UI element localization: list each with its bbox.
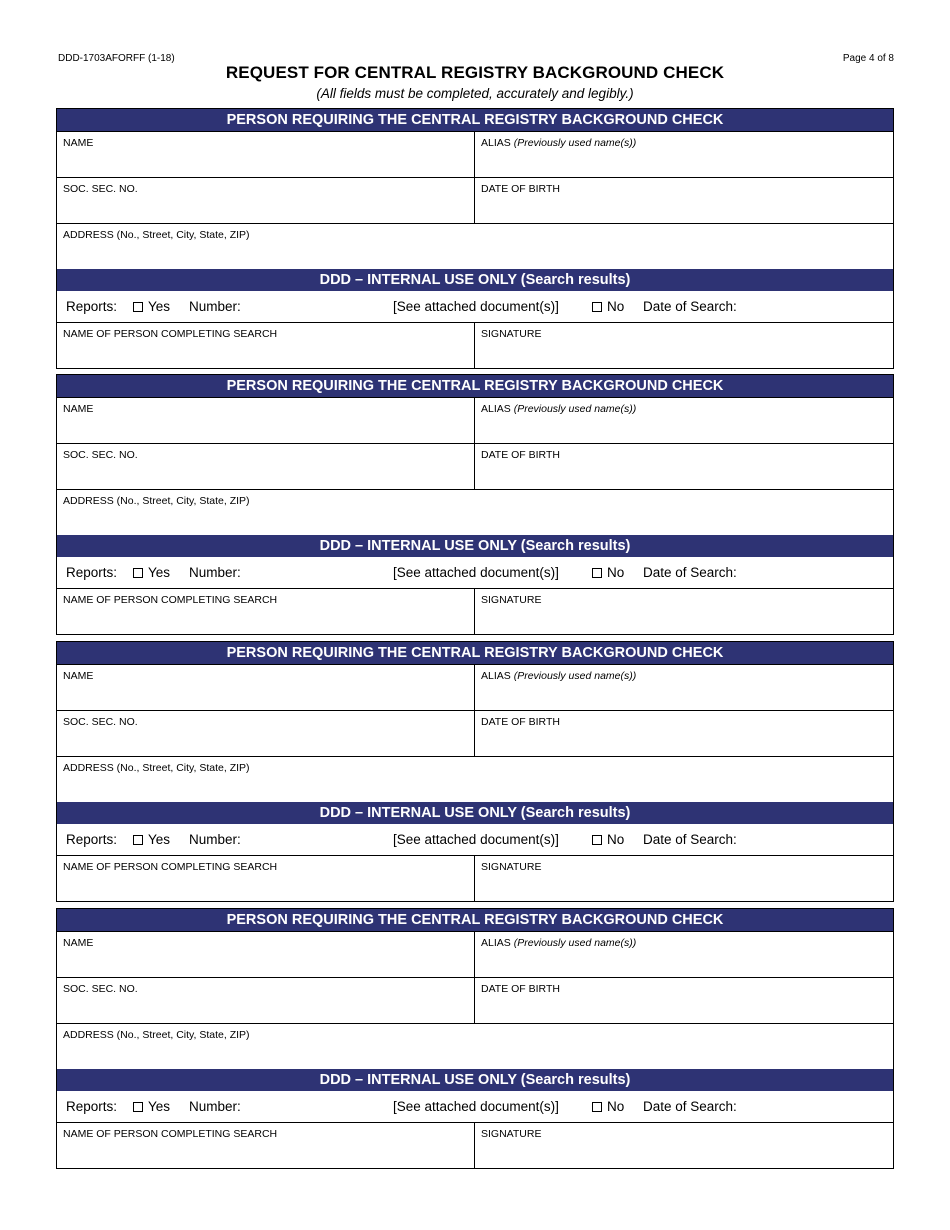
number-label: Number: [189,299,241,314]
internal-section-header: DDD – INTERNAL USE ONLY (Search results) [57,535,893,557]
name-field[interactable] [57,132,475,177]
reports-label: Reports: [66,565,118,580]
no-checkbox[interactable] [592,1102,602,1112]
no-label: No [607,299,625,314]
dob-field[interactable] [475,978,893,1023]
ssn-label: SOC. SEC. NO. [63,983,138,995]
date-of-search-label: Date of Search: [643,565,737,580]
reports-label: Reports: [66,832,118,847]
name-field[interactable] [57,665,475,710]
name-field[interactable] [57,932,475,977]
internal-section-header: DDD – INTERNAL USE ONLY (Search results) [57,802,893,824]
attached-documents-label: [See attached document(s)] [393,565,559,580]
name-label: NAME [63,670,94,682]
signature-label: SIGNATURE [481,594,542,606]
alias-label: ALIAS [481,403,511,415]
yes-label: Yes [148,565,171,580]
signature-label: SIGNATURE [481,328,542,340]
signature-field[interactable] [475,323,893,368]
reports-label: Reports: [66,299,118,314]
completer-name-field[interactable] [57,323,475,368]
address-label: ADDRESS (No., Street, City, State, ZIP) [63,1029,250,1041]
no-checkbox[interactable] [592,302,602,312]
dob-label: DATE OF BIRTH [481,983,560,995]
completer-label: NAME OF PERSON COMPLETING SEARCH [63,594,278,606]
completer-name-field[interactable] [57,856,475,901]
no-checkbox[interactable] [592,568,602,578]
alias-field[interactable] [475,665,893,710]
yes-checkbox[interactable] [133,1102,143,1112]
address-field[interactable] [57,224,893,269]
completer-name-field[interactable] [57,1123,475,1168]
signature-label: SIGNATURE [481,861,542,873]
address-label: ADDRESS (No., Street, City, State, ZIP) [63,229,250,241]
ssn-field[interactable] [57,711,475,756]
yes-option[interactable] [133,1099,170,1114]
attached-documents-label: [See attached document(s)] [393,299,559,314]
alias-field[interactable] [475,132,893,177]
address-field[interactable] [57,490,893,535]
registry-check-block-3 [56,641,894,902]
reports-label: Reports: [66,1099,118,1114]
alias-note: (Previously used name(s)) [513,937,637,949]
alias-note: (Previously used name(s)) [513,403,637,415]
yes-checkbox[interactable] [133,835,143,845]
person-section-header: PERSON REQUIRING THE CENTRAL REGISTRY BACKGROUND CHECK [57,109,893,131]
ssn-label: SOC. SEC. NO. [63,716,138,728]
no-checkbox[interactable] [592,835,602,845]
internal-section-header: DDD – INTERNAL USE ONLY (Search results) [57,269,893,291]
dob-field[interactable] [475,178,893,223]
signature-label: SIGNATURE [481,1128,542,1140]
ssn-label: SOC. SEC. NO. [63,449,138,461]
ssn-field[interactable] [57,444,475,489]
alias-note: (Previously used name(s)) [513,670,637,682]
alias-field[interactable] [475,398,893,443]
no-option[interactable] [592,1099,624,1114]
page-number: Page 4 of 8 [842,53,894,64]
yes-option[interactable] [133,299,170,314]
address-field[interactable] [57,1024,893,1069]
dob-field[interactable] [475,444,893,489]
completer-label: NAME OF PERSON COMPLETING SEARCH [63,861,278,873]
completer-label: NAME OF PERSON COMPLETING SEARCH [63,1128,278,1140]
no-option[interactable] [592,565,624,580]
dob-field[interactable] [475,711,893,756]
alias-label: ALIAS [481,937,511,949]
page-title: REQUEST FOR CENTRAL REGISTRY BACKGROUND CHECK [225,63,725,82]
ssn-field[interactable] [57,978,475,1023]
internal-section-header: DDD – INTERNAL USE ONLY (Search results) [57,1069,893,1091]
no-label: No [607,1099,625,1114]
yes-checkbox[interactable] [133,568,143,578]
completer-name-field[interactable] [57,589,475,634]
yes-checkbox[interactable] [133,302,143,312]
person-section-header: PERSON REQUIRING THE CENTRAL REGISTRY BACKGROUND CHECK [57,375,893,397]
no-label: No [607,565,625,580]
alias-label: ALIAS [481,137,511,149]
dob-label: DATE OF BIRTH [481,183,560,195]
name-label: NAME [63,403,94,415]
registry-check-block-2 [56,374,894,635]
ssn-label: SOC. SEC. NO. [63,183,138,195]
number-label: Number: [189,1099,241,1114]
registry-check-block-1 [56,108,894,369]
attached-documents-label: [See attached document(s)] [393,832,559,847]
number-label: Number: [189,565,241,580]
alias-label: ALIAS [481,670,511,682]
address-label: ADDRESS (No., Street, City, State, ZIP) [63,495,250,507]
name-field[interactable] [57,398,475,443]
alias-field[interactable] [475,932,893,977]
person-section-header: PERSON REQUIRING THE CENTRAL REGISTRY BACKGROUND CHECK [57,909,893,931]
form-code: DDD-1703AFORFF (1-18) [58,53,175,64]
yes-label: Yes [148,1099,171,1114]
address-label: ADDRESS (No., Street, City, State, ZIP) [63,762,250,774]
number-label: Number: [189,832,241,847]
address-field[interactable] [57,757,893,802]
no-option[interactable] [592,832,624,847]
name-label: NAME [63,937,94,949]
date-of-search-label: Date of Search: [643,832,737,847]
dob-label: DATE OF BIRTH [481,716,560,728]
completer-label: NAME OF PERSON COMPLETING SEARCH [63,328,278,340]
dob-label: DATE OF BIRTH [481,449,560,461]
name-label: NAME [63,137,94,149]
signature-field[interactable] [475,856,893,901]
no-label: No [607,832,625,847]
yes-option[interactable] [133,565,170,580]
ssn-field[interactable] [57,178,475,223]
date-of-search-label: Date of Search: [643,1099,737,1114]
alias-note: (Previously used name(s)) [513,137,637,149]
attached-documents-label: [See attached document(s)] [393,1099,559,1114]
yes-label: Yes [148,299,171,314]
yes-option[interactable] [133,832,170,847]
signature-field[interactable] [475,1123,893,1168]
registry-check-block-4 [56,908,894,1169]
date-of-search-label: Date of Search: [643,299,737,314]
person-section-header: PERSON REQUIRING THE CENTRAL REGISTRY BACKGROUND CHECK [57,642,893,664]
page-subtitle: (All fields must be completed, accurately and legibly.) [316,86,634,101]
no-option[interactable] [592,299,624,314]
yes-label: Yes [148,832,171,847]
signature-field[interactable] [475,589,893,634]
